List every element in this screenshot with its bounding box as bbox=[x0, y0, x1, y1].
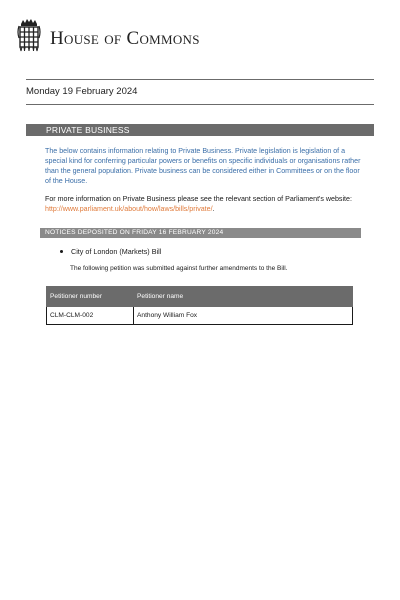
portcullis-icon bbox=[16, 18, 42, 52]
top-divider bbox=[26, 79, 374, 80]
more-info-text: For more information on Private Business please see the relevant section of Parliament's website: bbox=[45, 195, 352, 203]
document-date: Monday 19 February 2024 bbox=[26, 86, 138, 97]
more-info-paragraph bbox=[45, 194, 365, 214]
notices-heading: NOTICES DEPOSITED ON FRIDAY 16 FEBRUARY 2024 bbox=[45, 229, 224, 236]
notices-heading-bar bbox=[40, 228, 361, 238]
petitioner-name-cell: Anthony William Fox bbox=[134, 307, 353, 325]
bill-list-item bbox=[60, 247, 161, 256]
intro-paragraph: The below contains information relating to Private Business. Private legislation is legislation of a special kind for conferring particular powers or benefits on specific individuals or organisations rather than the general population. Private business can be considered either in Committees or on the floor of the House. bbox=[45, 147, 361, 185]
table-row bbox=[47, 307, 353, 325]
bill-name: City of London (Markets) Bill bbox=[71, 247, 162, 256]
table-header-row bbox=[47, 287, 353, 307]
column-header-petitioner-number: Petitioner number bbox=[47, 287, 134, 307]
more-info-suffix: . bbox=[212, 205, 215, 213]
column-header-petitioner-name: Petitioner name bbox=[134, 287, 353, 307]
section-title: PRIVATE BUSINESS bbox=[46, 125, 130, 135]
private-business-link[interactable]: http://www.parliament.uk/about/how/laws/bills/private/ bbox=[45, 205, 213, 213]
petition-note: The following petition was submitted against further amendments to the Bill. bbox=[70, 265, 288, 272]
petition-table bbox=[46, 286, 353, 325]
date-divider bbox=[26, 104, 374, 105]
section-heading-bar bbox=[26, 124, 374, 136]
org-name-text: House of Commons bbox=[50, 27, 200, 49]
petitioner-number-cell: CLM-CLM-002 bbox=[47, 307, 134, 325]
page-header bbox=[16, 18, 200, 52]
org-name bbox=[50, 29, 200, 48]
bullet-icon bbox=[60, 250, 63, 253]
